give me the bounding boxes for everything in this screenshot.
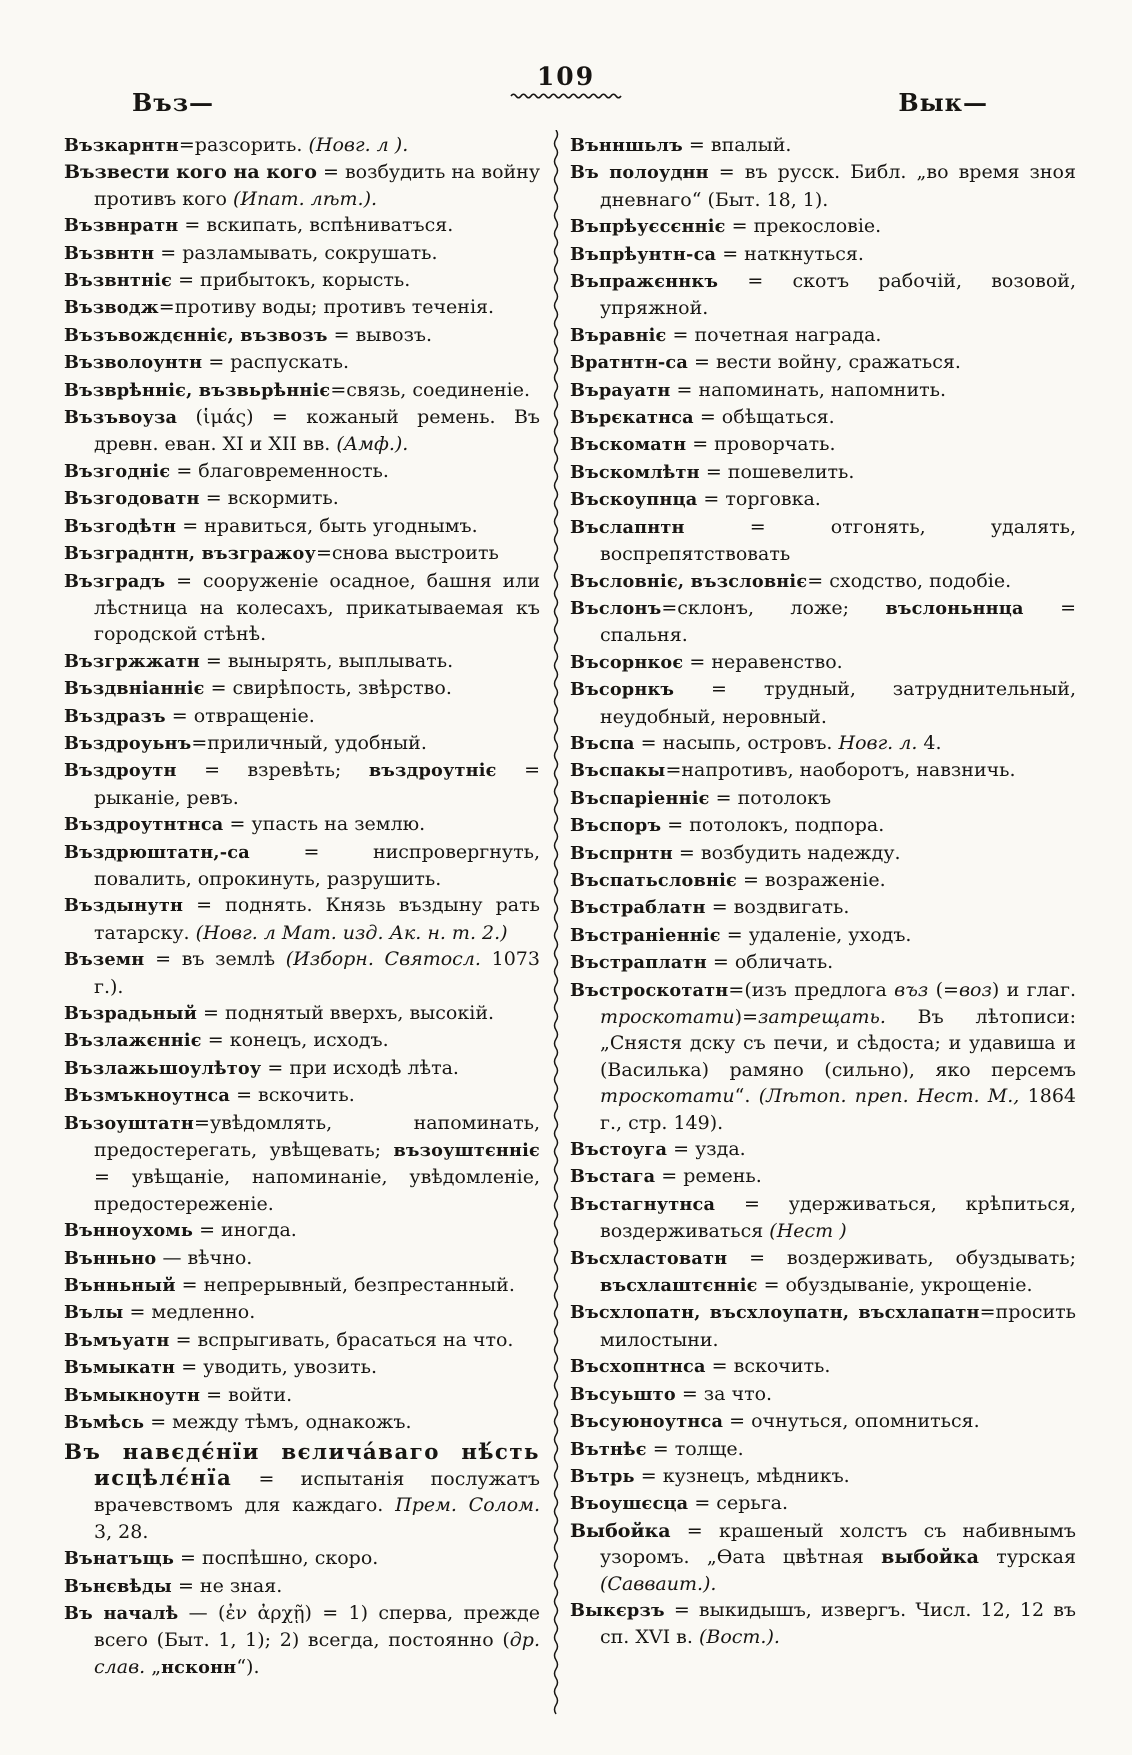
entry-headword: Въспа <box>570 732 635 754</box>
entry-definition: =снова выстроить <box>315 542 499 565</box>
entry-definition: = обличать. <box>706 951 834 974</box>
entry-definition: = пошевелить. <box>699 460 855 483</box>
entry-headword: Выкєрзъ <box>570 1599 665 1621</box>
dictionary-entry <box>570 1597 1076 1651</box>
entry-definition: = за что. <box>675 1382 773 1405</box>
dictionary-entry <box>64 1382 540 1409</box>
dictionary-entry <box>64 1055 540 1082</box>
entry-citation: др. слав. <box>94 1629 540 1678</box>
entry-headword: Възгодніє <box>64 460 171 482</box>
entry-definition: 1864 г., стр. 149). <box>600 1085 1076 1134</box>
dictionary-entry <box>570 949 1076 976</box>
dictionary-entry <box>64 349 540 376</box>
entry-headword: Выбойка <box>570 1519 671 1542</box>
entry-citation: (Изборн. Святосл. <box>285 948 481 971</box>
entry-headword: въслоньннца <box>885 597 1024 619</box>
entry-headword: Въсловніє, възсловніє <box>570 570 808 592</box>
entry-definition: = возбудить на войну противъ кого <box>94 161 541 210</box>
entry-headword: Възврѣнніє, възвьрѣнніє <box>64 379 331 401</box>
entry-definition: = отгонять, удалять, воспрепятствовать <box>600 515 1076 566</box>
entry-definition: = возраженіе. <box>736 868 886 891</box>
entry-headword: Въслонъ <box>570 597 662 619</box>
wavy-divider-line <box>552 130 560 1715</box>
entry-citation: (Новг. л Мат. изд. Ак. н. т. 2.) <box>195 921 508 944</box>
entry-headword: Въмыкатн <box>64 1357 176 1379</box>
dictionary-entry <box>570 595 1076 649</box>
entry-headword: Въстроскотатн <box>570 979 729 1001</box>
entry-headword: Вътрь <box>570 1465 635 1487</box>
entry-definition: = воздерживать, обуздывать; <box>727 1246 1076 1269</box>
dictionary-entry <box>570 1463 1076 1490</box>
entry-headword: Въсорнкъ <box>570 679 675 701</box>
entry-headword: възоуштєнніє <box>393 1140 540 1162</box>
dictionary-entry <box>570 459 1076 486</box>
entry-headword: Възлажьшоулѣтоу <box>64 1057 262 1079</box>
dictionary-entry <box>570 1136 1076 1163</box>
text-columns <box>64 88 1076 1755</box>
entry-headword: Въздрюштатн,-са <box>64 841 250 863</box>
dictionary-entry <box>64 458 540 485</box>
entry-definition: = рыканіе, ревъ. <box>94 759 540 809</box>
entry-definition: — вѣчно. <box>156 1246 253 1269</box>
dictionary-entry <box>64 1110 540 1218</box>
entry-definition: =противу воды; противъ теченія. <box>158 296 495 319</box>
dictionary-entry <box>570 568 1076 595</box>
entry-headword: Възкарнтн <box>64 135 179 156</box>
entry-headword: Възъвождєнніє, възвозъ <box>64 324 328 346</box>
dictionary-entry <box>570 268 1076 322</box>
entry-headword: Въсуюноутнса <box>570 1411 724 1433</box>
entry-definition: = трудный, затруднительный, неудобный, неровный. <box>600 678 1076 728</box>
dictionary-entry <box>570 757 1076 784</box>
entry-citation: воз <box>958 978 992 1001</box>
entry-definition: = серьга. <box>688 1492 789 1515</box>
entry-citation: въз <box>894 978 929 1001</box>
entry-definition: = упасть на землю. <box>223 813 426 836</box>
entry-definition: (= <box>928 978 959 1001</box>
entry-definition: =просить милостыни. <box>600 1301 1076 1351</box>
entry-definition: = удерживаться, крѣпиться, воздерживаться <box>600 1192 1076 1243</box>
right-column-header: Вык— <box>898 88 988 117</box>
dictionary-entry <box>570 649 1076 676</box>
entry-definition: = вести войну, сражаться. <box>687 351 961 374</box>
dictionary-entry <box>64 1440 540 1546</box>
dictionary-entry <box>570 1163 1076 1190</box>
right-column <box>570 88 1076 1755</box>
entry-definition: = испытанія послужатъ врачевствомъ для каждаго. <box>94 1467 540 1517</box>
entry-definition: = возбудить надежду. <box>672 841 901 864</box>
dictionary-entry <box>570 1490 1076 1517</box>
entry-headword: Въмѣсь <box>64 1412 145 1434</box>
entry-definition: = войти. <box>200 1383 293 1406</box>
dictionary-entry <box>570 159 1076 213</box>
dictionary-entry <box>570 322 1076 349</box>
entry-headword: Вълы <box>64 1302 124 1324</box>
entry-definition: =приличный, удобный. <box>191 731 427 754</box>
entry-definition: = конецъ, исходъ. <box>201 1029 389 1052</box>
entry-headword: Въспрнтн <box>570 842 673 864</box>
entry-definition: = поднятый вверхъ, высокій. <box>197 1002 495 1024</box>
dictionary-entry <box>64 946 540 1000</box>
dictionary-entry <box>570 1353 1076 1380</box>
dictionary-entry <box>64 839 540 893</box>
entry-citation: троскотати <box>600 1085 735 1108</box>
entry-citation: (Савваит.). <box>600 1572 717 1595</box>
entry-definition: = при исходѣ лѣта. <box>261 1056 459 1079</box>
dictionary-entry <box>64 568 540 648</box>
entry-definition: = наткнуться. <box>716 242 864 265</box>
entry-definition: = неравенство. <box>683 650 843 673</box>
entry-definition: = потолокъ, подпора. <box>661 814 885 837</box>
entry-definition: “). <box>236 1655 260 1678</box>
entry-headword: Въздвніанніє <box>64 678 205 700</box>
entry-citation: (Ипат. лѣт.). <box>233 187 378 210</box>
entry-headword: Вънєвѣды <box>64 1575 172 1597</box>
entry-citation: (Новг. л ). <box>308 134 409 156</box>
dictionary-entry <box>570 1436 1076 1463</box>
entry-headword: Възъвоуза <box>64 407 178 429</box>
dictionary-entry <box>570 132 1076 159</box>
entry-headword: Възвнратн <box>64 215 179 237</box>
entry-headword: Възволоунтн <box>64 352 203 374</box>
entry-headword: Въоушєсца <box>570 1493 689 1515</box>
entry-definition: ) и глаг. <box>991 978 1076 1001</box>
dictionary-entry <box>64 322 540 349</box>
entry-definition: = между тѣмъ, однакожъ. <box>144 1411 412 1434</box>
entry-headword: Въ полоуднн <box>570 162 709 184</box>
entry-definition: = вспрыгивать, брасаться на что. <box>169 1328 514 1351</box>
entry-definition: = потолокъ <box>709 786 832 809</box>
entry-headword: Въспаріенніє <box>570 787 710 809</box>
entry-definition: = вскочить. <box>705 1355 831 1378</box>
dictionary-entry <box>64 1217 540 1244</box>
entry-headword: Възмъкноутнса <box>64 1085 231 1107</box>
dictionary-entry <box>570 1191 1076 1245</box>
dictionary-entry <box>64 1027 540 1054</box>
entry-definition: 4. <box>917 731 942 754</box>
entry-headword: Въстагнутнса <box>570 1193 716 1215</box>
entry-citation: (Лѣтоп. преп. Нест. М., <box>758 1085 1020 1108</box>
entry-headword: Въстраніенніє <box>570 924 721 946</box>
entry-headword: Възвнтніє <box>64 270 173 292</box>
dictionary-entry <box>570 241 1076 268</box>
dictionary-entry <box>570 922 1076 949</box>
dictionary-entry <box>570 730 1076 757</box>
page-number: 109 <box>536 62 596 91</box>
entry-definition: = вывозъ. <box>327 323 433 346</box>
entry-headword: Върєкатнса <box>570 407 694 429</box>
entry-headword: Въстоуга <box>570 1139 668 1161</box>
dictionary-entry <box>570 486 1076 513</box>
dictionary-entry <box>64 1000 540 1027</box>
entry-definition: Въ лѣтописи: „Снястя дску съ печи, и сѣдоста; и удавиша и (Василька) рамяно (сильно), яко персемъ <box>600 1006 1076 1081</box>
dictionary-entry <box>570 894 1076 921</box>
entry-definition: = разламывать, сокрушать. <box>154 241 438 264</box>
entry-headword: Въсхопнтнса <box>570 1356 706 1378</box>
dictionary-entry <box>570 676 1076 730</box>
entry-definition: (ἱμάς) = кожаный ремень. Въ древн. еван. XI и XII вв. <box>94 406 540 456</box>
dictionary-entry <box>64 1299 540 1326</box>
entry-headword: Възгодоватн <box>64 488 200 510</box>
entry-headword: Въравніє <box>570 324 667 346</box>
entry-definition: = непрерывный, безпрестанный. <box>175 1274 515 1297</box>
entry-definition: = взревѣть; <box>176 759 369 782</box>
dictionary-entry <box>64 485 540 512</box>
right-column-entries <box>570 132 1076 1651</box>
dictionary-entry <box>64 159 540 212</box>
dictionary-entry <box>64 730 540 757</box>
entry-headword: Възоуштатн <box>64 1112 195 1134</box>
entry-definition: = вскипать, вспѣниватъся. <box>178 214 454 237</box>
entry-definition: = уводить, увозить. <box>175 1356 378 1379</box>
entry-headword: Въскоматн <box>570 434 687 456</box>
dictionary-entry <box>570 977 1076 1136</box>
entry-headword: Въстраплатн <box>570 952 707 974</box>
entry-definition: = благовременность. <box>170 459 389 482</box>
dictionary-entry <box>570 812 1076 839</box>
entry-citation: (Нест ) <box>769 1220 847 1243</box>
entry-citation: Новг. л. <box>838 731 918 754</box>
entry-headword: Въсуьшто <box>570 1383 676 1405</box>
dictionary-entry <box>64 1573 540 1600</box>
entry-definition: = отвращеніе. <box>165 704 315 727</box>
entry-citation: троскотати <box>600 1006 735 1028</box>
dictionary-entry <box>64 1327 540 1354</box>
entry-definition: = проворчать. <box>686 433 836 456</box>
entry-headword: Въпрѣунтн-са <box>570 243 717 265</box>
entry-headword: Въмъуатн <box>64 1329 170 1351</box>
entry-definition: = свирѣпость, звѣрство. <box>204 677 452 700</box>
entry-headword: Въздроуьнъ <box>64 732 192 754</box>
dictionary-entry <box>570 840 1076 867</box>
entry-definition: = узда. <box>667 1138 746 1161</box>
entry-definition: = нравиться, быть угоднымъ. <box>176 514 478 537</box>
entry-definition: = увѣщаніе, напоминаніе, увѣдомленіе, предостереженіе. <box>94 1166 540 1215</box>
entry-headword: Вратнтн-са <box>570 352 688 374</box>
entry-definition: = поднять. Князь въздыну рать татарску. <box>94 894 540 944</box>
entry-definition: = скотъ рабочій, возовой, упряжной. <box>600 270 1076 320</box>
dictionary-entry <box>570 514 1076 568</box>
entry-headword: Възграднтн, възгражоу <box>64 543 316 565</box>
left-column-entries <box>64 132 540 1681</box>
entry-headword: Вънноухомь <box>64 1220 194 1242</box>
dictionary-entry <box>64 1600 540 1681</box>
entry-definition: = ремень. <box>655 1165 762 1188</box>
entry-headword: Въздроутнтнса <box>64 814 224 836</box>
entry-definition: = спальня. <box>600 596 1076 647</box>
entry-definition: = обѣщаться. <box>693 406 835 429</box>
entry-citation: затрещать. <box>758 1006 886 1028</box>
entry-definition: “. <box>734 1085 759 1108</box>
entry-headword: Възлажєнніє <box>64 1030 202 1052</box>
dictionary-entry <box>570 867 1076 894</box>
dictionary-entry <box>64 1272 540 1299</box>
entry-definition: = выкидышъ, извергъ. Числ. 12, 12 въ сп. XVI в. <box>600 1598 1076 1649</box>
entry-citation: (Вост.). <box>698 1626 780 1649</box>
entry-headword: Възгодѣтн <box>64 515 177 537</box>
entry-definition: = сходство, подобіе. <box>807 569 1012 592</box>
entry-definition: = насыпь, островъ. <box>634 731 839 754</box>
entry-headword: Вънатъщь <box>64 1548 175 1570</box>
entry-definition: =склонъ, ложе; <box>661 596 886 619</box>
entry-definition: = не зная. <box>171 1574 283 1597</box>
entry-definition: = прибытокъ, корысть. <box>172 269 411 292</box>
entry-headword: Възградъ <box>64 570 166 592</box>
left-column-header: Въз— <box>132 88 215 117</box>
entry-headword: Въ началѣ <box>64 1602 179 1624</box>
dictionary-entry <box>64 240 540 267</box>
entry-definition: = вынырять, выплывать. <box>199 649 454 672</box>
dictionary-entry <box>570 1408 1076 1435</box>
entry-citation: Прем. Солом. <box>395 1494 540 1517</box>
entry-definition: = толще. <box>646 1437 744 1460</box>
entry-definition: = сооруженіе осадное, башня или лѣстница на колесахъ, прикатываемая къ городской стѣнѣ. <box>94 569 540 646</box>
dictionary-entry <box>64 1082 540 1109</box>
entry-definition: = въ землѣ <box>144 948 286 971</box>
entry-headword: Въскоупнца <box>570 489 698 511</box>
entry-headword: Въсхластоватн <box>570 1247 728 1269</box>
entry-definition: = торговка. <box>697 488 821 511</box>
entry-definition: )= <box>734 1006 758 1028</box>
entry-definition: = крашеный холстъ съ набивнымъ узоромъ. „Ѳата цвѣтная <box>600 1519 1076 1569</box>
dictionary-entry <box>64 377 540 404</box>
dictionary-entry <box>570 377 1076 404</box>
entry-headword: Вънньный <box>64 1275 176 1297</box>
entry-definition: = удаленіе, уходъ. <box>720 923 912 946</box>
entry-headword: Възрадьный <box>64 1003 197 1024</box>
dictionary-entry <box>64 540 540 567</box>
dictionary-entry <box>570 431 1076 458</box>
entry-headword: Въсорнкоє <box>570 651 684 673</box>
entry-headword: Въздроутн <box>64 760 177 782</box>
entry-headword: Въпрѣуєсєнніє <box>570 216 726 238</box>
entry-definition: „ <box>145 1655 162 1678</box>
entry-headword: Възводж <box>64 297 159 319</box>
dictionary-entry <box>64 703 540 730</box>
entry-definition: = воздвигать. <box>705 896 850 919</box>
entry-headword: Въслапнтн <box>570 516 685 538</box>
entry-definition: = иногда. <box>193 1219 297 1242</box>
entry-definition: = ниспровергнуть, повалить, опрокинуть, разрушить. <box>94 840 540 890</box>
entry-headword: въздроутніє <box>368 760 497 782</box>
entry-definition: 1073 г.). <box>94 948 540 998</box>
entry-headword: Вънньно <box>64 1247 157 1269</box>
entry-headword: Вътнѣє <box>570 1438 647 1460</box>
dictionary-entry <box>570 1245 1076 1300</box>
entry-definition: =напротивъ, наоборотъ, навзничь. <box>665 759 1016 782</box>
entry-definition: = обуздываніе, укрощеніе. <box>757 1274 1033 1297</box>
dictionary-entry <box>64 648 540 675</box>
entry-headword: Въспатьсловніє <box>570 869 737 891</box>
entry-definition: = въ русск. Библ. „во время зноя дневнаго“ (Быт. 18, 1). <box>600 161 1076 211</box>
entry-definition: =увѣдомлять, напоминать, предостерегать, увѣщевать; <box>94 1111 540 1162</box>
entry-definition: = прекословіе. <box>725 215 882 238</box>
entry-definition: = напоминать, напомнить. <box>670 378 947 401</box>
entry-definition: = почетная награда. <box>666 323 882 346</box>
entry-definition: турская <box>978 1546 1076 1569</box>
dictionary-entry <box>570 785 1076 812</box>
dictionary-entry <box>64 1354 540 1381</box>
entry-definition: = поспѣшно, скоро. <box>174 1547 379 1570</box>
left-column <box>64 88 540 1755</box>
dictionary-entry <box>570 1299 1076 1353</box>
entry-headword: Въземн <box>64 949 145 971</box>
entry-headword: Въстраблатн <box>570 897 706 919</box>
dictionary-entry <box>64 811 540 838</box>
entry-definition: = впалый. <box>682 134 792 156</box>
entry-definition: = кузнецъ, мѣдникъ. <box>634 1464 850 1487</box>
dictionary-entry <box>64 132 540 159</box>
entry-definition: =(изъ предлога <box>728 978 895 1001</box>
entry-headword: Върауатн <box>570 379 671 401</box>
dictionary-entry <box>64 267 540 294</box>
entry-definition: = медленно. <box>123 1301 256 1324</box>
dictionary-entry <box>64 1409 540 1436</box>
entry-definition: =разсорить. <box>178 134 309 156</box>
entry-headword: Възгржжатн <box>64 650 200 672</box>
entry-headword: Въ навєдє́нїи вєлича́ваго нѣ́сть исцѣлє́нїа <box>64 1439 540 1491</box>
dictionary-entry <box>64 1545 540 1572</box>
entry-headword: въсхлаштєнніє <box>600 1275 758 1297</box>
entry-headword: Въмыкноутн <box>64 1384 201 1406</box>
entry-headword: Въздынутн <box>64 895 184 917</box>
entry-headword: Възвнтн <box>64 242 155 264</box>
dictionary-entry <box>570 404 1076 431</box>
entry-definition: = распускать. <box>202 351 350 374</box>
dictionary-entry <box>64 212 540 239</box>
entry-definition: = вскормить. <box>199 487 339 510</box>
dictionary-entry <box>64 892 540 946</box>
entry-headword: выбойка <box>881 1546 979 1569</box>
dictionary-entry <box>64 404 540 458</box>
entry-headword: Въсхлопатн, въсхлоупатн, въсхлапатн <box>570 1302 980 1324</box>
entry-headword: Въскомлѣтн <box>570 461 700 483</box>
dictionary-entry <box>64 1245 540 1272</box>
entry-definition: 3, 28. <box>94 1520 149 1543</box>
dictionary-entry <box>64 294 540 321</box>
entry-headword: Въпражєннкъ <box>570 271 719 293</box>
entry-headword: Възвести кого на кого <box>64 161 317 184</box>
entry-definition: = вскочить. <box>230 1084 355 1107</box>
entry-headword: нсконн <box>161 1656 237 1678</box>
entry-headword: Вънншьлъ <box>570 135 683 156</box>
entry-definition: — (ἐν ἀρχῇ) = 1) сперва, прежде всего (Быт. 1, 1); 2) всегда, постоянно ( <box>94 1601 540 1652</box>
dictionary-entry <box>570 1518 1076 1597</box>
entry-definition: = очнуться, опомниться. <box>723 1410 980 1433</box>
dictionary-entry <box>570 213 1076 240</box>
dictionary-entry <box>64 675 540 702</box>
entry-headword: Въстага <box>570 1166 656 1188</box>
dictionary-entry <box>570 349 1076 376</box>
column-divider <box>540 88 570 1755</box>
entry-definition: =связь, соединеніе. <box>330 378 531 401</box>
entry-headword: Въспакы <box>570 760 666 782</box>
entry-headword: Въспоръ <box>570 815 662 837</box>
dictionary-entry <box>570 1381 1076 1408</box>
dictionary-entry <box>64 757 540 811</box>
entry-citation: (Амф.). <box>336 433 409 456</box>
dictionary-entry <box>64 513 540 540</box>
entry-headword: Въздразъ <box>64 705 166 727</box>
